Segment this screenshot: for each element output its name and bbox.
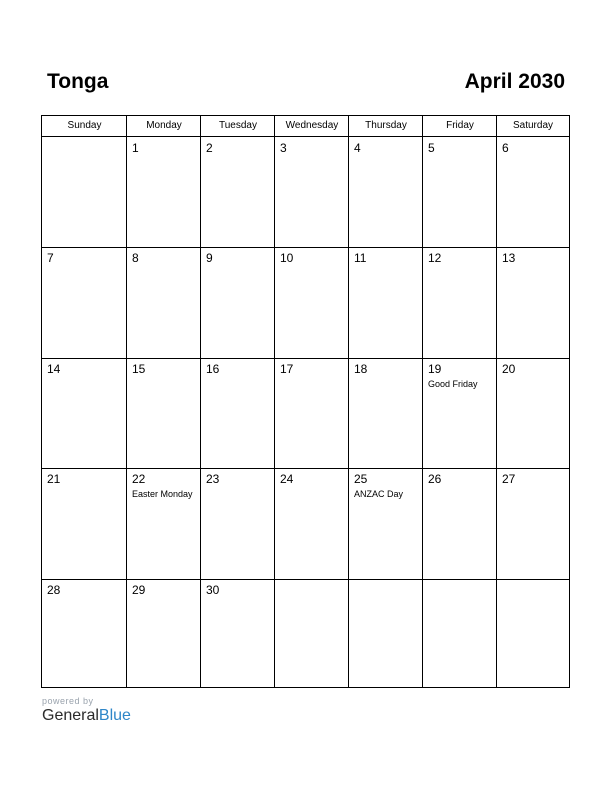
page-header — [41, 70, 570, 100]
day-cell — [42, 358, 127, 468]
day-cell — [497, 358, 569, 468]
brand-logo — [42, 707, 131, 725]
day-cell — [423, 358, 497, 468]
day-number: 22 — [132, 472, 146, 486]
day-cell — [127, 358, 201, 468]
day-number: 3 — [280, 141, 287, 155]
day-cell — [201, 247, 275, 357]
day-number: 29 — [132, 583, 146, 597]
month-title: April 2030 — [464, 70, 565, 93]
day-cell — [423, 468, 497, 578]
day-cell — [201, 137, 275, 247]
weekday-monday: Monday — [146, 120, 182, 131]
day-cell — [201, 358, 275, 468]
day-number: 8 — [132, 251, 139, 265]
day-number: 2 — [206, 141, 213, 155]
day-cell — [349, 468, 423, 578]
day-cell — [275, 358, 349, 468]
day-cell — [497, 137, 569, 247]
day-number: 24 — [280, 472, 294, 486]
weekday-friday: Friday — [446, 120, 474, 131]
weekday-tuesday: Tuesday — [219, 120, 257, 131]
day-cell — [349, 137, 423, 247]
day-number: 13 — [502, 251, 516, 265]
day-number: 16 — [206, 362, 220, 376]
day-cell — [423, 137, 497, 247]
day-number: 17 — [280, 362, 294, 376]
day-number: 11 — [354, 251, 367, 265]
day-cell — [275, 579, 349, 689]
day-number: 30 — [206, 583, 220, 597]
weekday-header-row — [42, 116, 569, 137]
weekday-thursday: Thursday — [365, 120, 407, 131]
day-number: 23 — [206, 472, 220, 486]
day-number: 7 — [47, 251, 54, 265]
day-number: 18 — [354, 362, 368, 376]
day-cell — [497, 468, 569, 578]
day-cell — [127, 468, 201, 578]
powered-by-text: powered by — [42, 696, 94, 706]
day-cell — [423, 247, 497, 357]
holiday-label: Easter Monday — [132, 489, 193, 499]
day-cell — [349, 358, 423, 468]
day-cell — [42, 579, 127, 689]
day-number: 10 — [280, 251, 294, 265]
day-cell — [275, 137, 349, 247]
country-title: Tonga — [47, 70, 109, 93]
day-cell — [201, 468, 275, 578]
day-number: 28 — [47, 583, 61, 597]
day-number: 26 — [428, 472, 442, 486]
day-cell — [42, 247, 127, 357]
day-number: 19 — [428, 362, 442, 376]
day-cell — [497, 579, 569, 689]
day-cell — [497, 247, 569, 357]
brand-blue: Blue — [98, 707, 131, 724]
day-number: 1 — [132, 141, 139, 155]
day-number: 15 — [132, 362, 146, 376]
day-cell — [275, 247, 349, 357]
day-cell — [127, 137, 201, 247]
day-cell — [201, 579, 275, 689]
weekday-sunday: Sunday — [67, 120, 102, 131]
day-number: 4 — [354, 141, 361, 155]
day-number: 6 — [502, 141, 509, 155]
day-cell — [127, 579, 201, 689]
day-number: 9 — [206, 251, 213, 265]
day-cell — [42, 468, 127, 578]
day-number: 21 — [47, 472, 61, 486]
day-cell — [423, 579, 497, 689]
day-cell — [127, 247, 201, 357]
holiday-label: ANZAC Day — [354, 489, 404, 499]
day-cell — [42, 137, 127, 247]
day-cell — [349, 579, 423, 689]
weekday-wednesday: Wednesday — [285, 120, 339, 131]
holiday-label: Good Friday — [428, 379, 478, 389]
day-number: 14 — [47, 362, 61, 376]
day-number: 5 — [428, 141, 435, 155]
day-cell — [275, 468, 349, 578]
day-number: 25 — [354, 472, 368, 486]
calendar-grid — [41, 115, 570, 688]
day-number: 27 — [502, 472, 516, 486]
day-number: 20 — [502, 362, 516, 376]
brand-general: General — [42, 707, 99, 724]
weekday-saturday: Saturday — [512, 120, 554, 131]
footer-branding — [42, 696, 131, 725]
day-cell — [349, 247, 423, 357]
day-number: 12 — [428, 251, 442, 265]
